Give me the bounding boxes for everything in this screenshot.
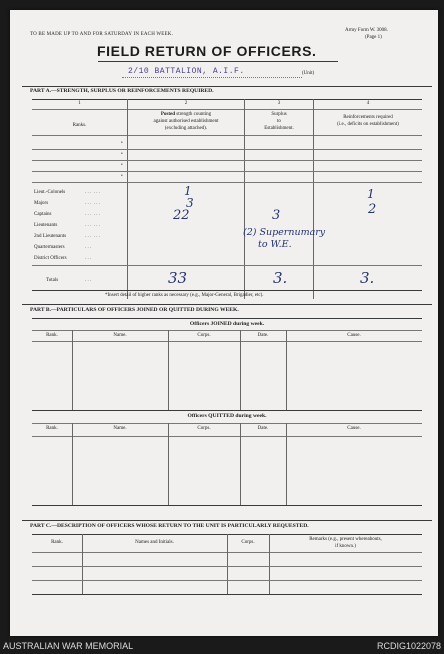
joined-divider — [240, 330, 241, 410]
surplus-header — [245, 111, 313, 132]
col-number-2: 2 — [184, 101, 188, 106]
joined-divider — [286, 330, 287, 410]
c-row-rule — [32, 566, 422, 567]
hw-total-reinf: 3. — [360, 269, 375, 287]
dot-leader: . . . — [85, 245, 92, 250]
surplus-header-line3: Establishment. — [264, 126, 294, 131]
c-col-remarks-line1: Remarks (e.g., present whereabouts, — [309, 537, 382, 542]
col-number-rule — [32, 109, 422, 110]
joined-col-name: Name. — [113, 333, 127, 338]
c-col-names: Names and Initials. — [135, 540, 174, 545]
totals-top-rule — [32, 265, 422, 266]
c-col-corps: Corps. — [241, 540, 255, 545]
header-rule — [32, 135, 422, 136]
quitted-col-name: Name. — [113, 426, 127, 431]
joined-col-rank: Rank. — [46, 333, 58, 338]
footer-bar — [0, 638, 444, 654]
row-rule — [32, 182, 422, 183]
footnote: *Insert detail of higher ranks as necessary (e.g., Major-General, Brigadier, etc). — [105, 293, 264, 298]
form-number: Army Form W. 3008. — [345, 28, 388, 33]
rank-label: 2nd Lieutenants — [34, 234, 67, 239]
surplus-header-line2: to — [277, 119, 281, 124]
rank-label: Lieut.-Colonels — [34, 190, 66, 195]
hw-supernumary-note: (2) Supernumary — [243, 227, 326, 238]
part-a-table-top — [32, 99, 422, 100]
c-divider — [269, 534, 270, 594]
quitted-bottom-rule — [32, 505, 422, 506]
row-rule — [32, 160, 422, 161]
c-divider — [82, 534, 83, 594]
c-col-remarks — [269, 536, 422, 550]
asterisk-row: • — [121, 141, 123, 146]
quitted-col-rank: Rank. — [46, 426, 58, 431]
part-a-top-rule — [22, 86, 432, 87]
rank-label: Majors — [34, 201, 49, 206]
part-b-table-top — [32, 318, 422, 319]
col-number-1: 1 — [78, 101, 81, 106]
unit-label: (Unit) — [302, 71, 315, 76]
part-b-heading: PART B.—PARTICULARS OF OFFICERS JOINED OR QUITTED DURING WEEK. — [30, 307, 239, 313]
hw-ltcol-posted: 1 — [184, 184, 192, 198]
rank-label: Lieutenants — [34, 223, 58, 228]
joined-heading: Officers JOINED during week. — [189, 321, 265, 327]
col-number-4: 4 — [366, 101, 370, 106]
page-number: (Page 1) — [365, 35, 382, 40]
posted-header-line3: (excluding attached). — [164, 126, 208, 131]
part-a-col-divider-3 — [313, 99, 314, 299]
hw-captains-surplus: 3 — [272, 208, 281, 223]
hw-ltcol-reinf: 1 — [367, 187, 375, 201]
hw-majors-reinf: 2 — [368, 202, 377, 217]
hw-captains-posted: 22 — [173, 208, 190, 223]
quitted-divider — [168, 423, 169, 505]
row-rule — [32, 149, 422, 150]
dot-leader: . . . . . . — [85, 212, 100, 217]
hw-supernumary-note2: to W.E. — [258, 239, 292, 250]
hw-majors-posted: 3 — [186, 196, 194, 210]
unit-line — [122, 77, 302, 78]
reinforcements-header-line2: (i.e., deficits on establishment) — [337, 122, 399, 127]
quitted-divider — [286, 423, 287, 505]
joined-bottom-rule — [32, 410, 422, 411]
c-row-rule — [32, 580, 422, 581]
joined-col-corps: Corps. — [197, 333, 211, 338]
ranks-header: Ranks. — [72, 123, 87, 128]
dot-leader: . . . . . . — [85, 223, 100, 228]
quitted-heading: Officers QUITTED during week. — [187, 413, 267, 419]
part-c-top-rule — [22, 520, 432, 521]
dot-leader: . . . . . . — [85, 201, 100, 206]
dot-leader: . . . — [85, 278, 92, 283]
hw-total-surplus: 3. — [273, 269, 288, 287]
dot-leader: . . . . . . — [85, 234, 100, 239]
asterisk-row: • — [121, 174, 123, 179]
part-a-heading: PART A.—STRENGTH, SURPLUS OR REINFORCEMENTS REQUIRED. — [30, 88, 214, 94]
rank-label: District Officers — [34, 256, 67, 261]
quitted-divider — [240, 423, 241, 505]
quitted-col-cause: Cause. — [347, 426, 361, 431]
row-rule — [32, 171, 422, 172]
unit-stamp: 2/10 BATTALION, A.I.F. — [128, 67, 245, 76]
joined-divider — [72, 330, 73, 410]
part-c-bottom-rule — [32, 594, 422, 595]
posted-header-rest: strength counting — [176, 112, 212, 117]
posted-header — [128, 111, 244, 132]
footer-left: AUSTRALIAN WAR MEMORIAL — [3, 641, 134, 651]
instruction-text: TO BE MADE UP TO AND FOR SATURDAY IN EACH WEEK. — [30, 32, 174, 37]
footer-right: RCDIG1022078 — [376, 641, 441, 651]
title-underline — [98, 61, 338, 62]
posted-header-line2: against authorised establishment — [153, 119, 219, 124]
asterisk-row: • — [121, 152, 123, 157]
joined-col-date: Date. — [257, 333, 269, 338]
c-divider — [227, 534, 228, 594]
c-col-rank: Rank. — [51, 540, 63, 545]
hw-total-posted: 33 — [168, 269, 188, 287]
quitted-col-corps: Corps. — [197, 426, 211, 431]
asterisk-row: • — [121, 163, 123, 168]
part-a-bottom-rule — [22, 304, 432, 305]
dot-leader: . . . — [85, 256, 92, 261]
joined-header-rule — [32, 330, 422, 331]
quitted-header-rule — [32, 423, 422, 424]
quitted-col-rule — [32, 436, 422, 437]
reinforcements-header-line1: Reinforcements required — [343, 115, 393, 120]
rank-label: Captains — [34, 212, 52, 217]
joined-col-cause: Cause. — [347, 333, 361, 338]
c-col-remarks-line2: if known.) — [335, 544, 356, 549]
totals-label: Totals — [46, 278, 59, 283]
joined-col-rule — [32, 341, 422, 342]
form-sheet — [10, 10, 438, 636]
joined-divider — [168, 330, 169, 410]
part-a-col-divider-2 — [244, 99, 245, 299]
totals-bottom-rule — [32, 290, 422, 291]
reinforcements-header — [314, 114, 422, 128]
part-a-col-divider-1 — [127, 99, 128, 299]
posted-header-bold: Posted — [160, 112, 176, 117]
dot-leader: . . . . . . — [85, 190, 100, 195]
rank-label: Quartermasters — [34, 245, 65, 250]
col-number-3: 3 — [277, 101, 281, 106]
form-title: FIELD RETURN OF OFFICERS. — [97, 43, 317, 59]
surplus-header-line1: Surplus — [271, 112, 287, 117]
quitted-divider — [72, 423, 73, 505]
part-c-heading: PART C.—DESCRIPTION OF OFFICERS WHOSE RETURN TO THE UNIT IS PARTICULARLY REQUESTED. — [30, 523, 309, 529]
quitted-col-date: Date. — [257, 426, 269, 431]
